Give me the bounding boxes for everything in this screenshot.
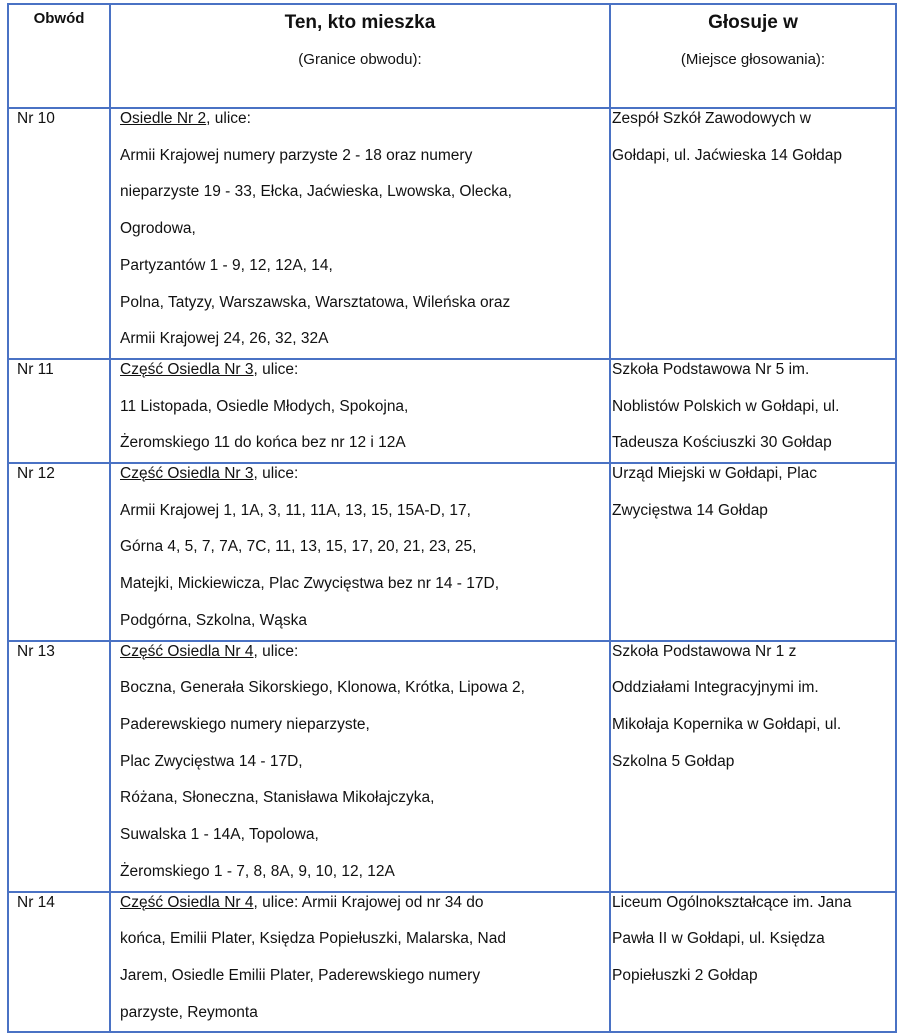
district-number: Nr 12 — [17, 465, 55, 483]
place-line: Szkoła Podstawowa Nr 5 im. — [612, 360, 810, 378]
table-row — [8, 892, 896, 1033]
place-line: Pawła II w Gołdapi, ul. Księdza — [612, 930, 825, 948]
header-votes — [610, 4, 896, 108]
place-line: Noblistów Polskich w Gołdapi, ul. — [612, 397, 840, 415]
area-suffix: , ulice: — [253, 465, 299, 483]
district-cell — [8, 641, 110, 892]
street-line: Żeromskiego 11 do końca bez nr 12 i 12A — [120, 434, 406, 452]
street-line: Armii Krajowej 24, 26, 32, 32A — [120, 330, 329, 348]
street-line: Paderewskiego numery nieparzyste, — [120, 715, 370, 733]
place-line: Liceum Ogólnokształcące im. Jana — [612, 893, 852, 911]
street-line: Podgórna, Szkolna, Wąska — [120, 611, 307, 629]
area-suffix: , ulice: — [253, 360, 299, 378]
street-line: Armii Krajowej 1, 1A, 3, 11, 11A, 13, 15, 15A-D, 17, — [120, 501, 471, 519]
place-cell — [610, 359, 896, 463]
area-cell — [110, 108, 610, 359]
header-residents — [110, 4, 610, 108]
place-cell — [610, 108, 896, 359]
street-line: Suwalska 1 - 14A, Topolowa, — [120, 826, 319, 844]
place-line: Gołdapi, ul. Jaćwieska 14 Gołdap — [612, 146, 843, 164]
street-line: parzyste, Reymonta — [120, 1003, 258, 1021]
header-district-label: Obwód — [33, 10, 85, 27]
street-line: 11 Listopada, Osiedle Młodych, Spokojna, — [120, 397, 409, 415]
place-line: Oddziałami Integracyjnymi im. — [612, 679, 819, 697]
area-cell — [110, 892, 610, 1033]
header-votes-subtitle: (Miejsce głosowania): — [680, 51, 826, 68]
area-suffix: , ulice: — [206, 110, 251, 127]
district-number: Nr 11 — [17, 360, 54, 378]
area-cell — [110, 641, 610, 892]
street-line: Boczna, Generała Sikorskiego, Klonowa, Krótka, Lipowa 2, — [120, 679, 525, 697]
district-number: Nr 13 — [17, 642, 55, 660]
area-name: Część Osiedla Nr 3 — [120, 465, 254, 483]
street-line: Ogrodowa, — [120, 220, 196, 238]
district-cell — [8, 463, 110, 641]
header-district — [8, 4, 110, 108]
area-name: Część Osiedla Nr 4 — [120, 893, 254, 911]
header-residents-title: Ten, kto mieszka — [284, 12, 436, 33]
table-row — [8, 108, 896, 359]
street-line: Plac Zwycięstwa 14 - 17D, — [120, 752, 303, 770]
place-cell — [610, 892, 896, 1033]
street-line: Partyzantów 1 - 9, 12, 12A, 14, — [120, 256, 333, 274]
area-name: Część Osiedla Nr 3 — [120, 360, 254, 378]
street-line: Armii Krajowej numery parzyste 2 - 18 oraz numery — [120, 146, 473, 164]
district-number: Nr 10 — [17, 110, 55, 127]
place-line: Zespół Szkół Zawodowych w — [612, 110, 811, 127]
district-cell — [8, 892, 110, 1033]
place-line: Tadeusza Kościuszki 30 Gołdap — [612, 434, 832, 452]
header-residents-subtitle: (Granice obwodu): — [298, 51, 422, 68]
table-row — [8, 641, 896, 892]
place-line: Zwycięstwa 14 Gołdap — [612, 501, 768, 519]
table-row — [8, 359, 896, 463]
place-line: Szkoła Podstawowa Nr 1 z — [612, 642, 797, 660]
area-cell — [110, 463, 610, 641]
area-cell — [110, 359, 610, 463]
street-line: Różana, Słoneczna, Stanisława Mikołajczyka, — [120, 789, 435, 807]
street-line: Polna, Tatyzy, Warszawska, Warsztatowa, Wileńska oraz — [120, 293, 511, 311]
header-votes-title: Głosuje w — [708, 12, 798, 33]
area-name: Osiedle Nr 2 — [120, 110, 207, 127]
street-line: Żeromskiego 1 - 7, 8, 8A, 9, 10, 12, 12A — [120, 862, 395, 880]
place-line: Urząd Miejski w Gołdapi, Plac — [612, 465, 818, 483]
table-row — [8, 463, 896, 641]
polling-districts-table — [7, 3, 897, 1033]
place-line: Szkolna 5 Gołdap — [612, 752, 735, 770]
district-cell — [8, 359, 110, 463]
area-suffix: , ulice: Armii Krajowej od nr 34 do — [253, 893, 484, 911]
place-line: Mikołaja Kopernika w Gołdapi, ul. — [612, 715, 842, 733]
street-line: nieparzyste 19 - 33, Ełcka, Jaćwieska, Lwowska, Olecka, — [120, 183, 512, 201]
area-suffix: , ulice: — [253, 642, 299, 660]
place-cell — [610, 641, 896, 892]
place-cell — [610, 463, 896, 641]
district-number: Nr 14 — [17, 893, 55, 911]
street-line: końca, Emilii Plater, Księdza Popiełuszki, Malarska, Nad — [120, 930, 506, 948]
district-cell — [8, 108, 110, 359]
street-line: Matejki, Mickiewicza, Plac Zwycięstwa bez nr 14 - 17D, — [120, 575, 500, 593]
street-line: Górna 4, 5, 7, 7A, 7C, 11, 13, 15, 17, 20, 21, 23, 25, — [120, 538, 477, 556]
place-line: Popiełuszki 2 Gołdap — [612, 966, 758, 984]
header-row — [8, 4, 896, 108]
street-line: Jarem, Osiedle Emilii Plater, Paderewskiego numery — [120, 966, 481, 984]
area-name: Część Osiedla Nr 4 — [120, 642, 254, 660]
